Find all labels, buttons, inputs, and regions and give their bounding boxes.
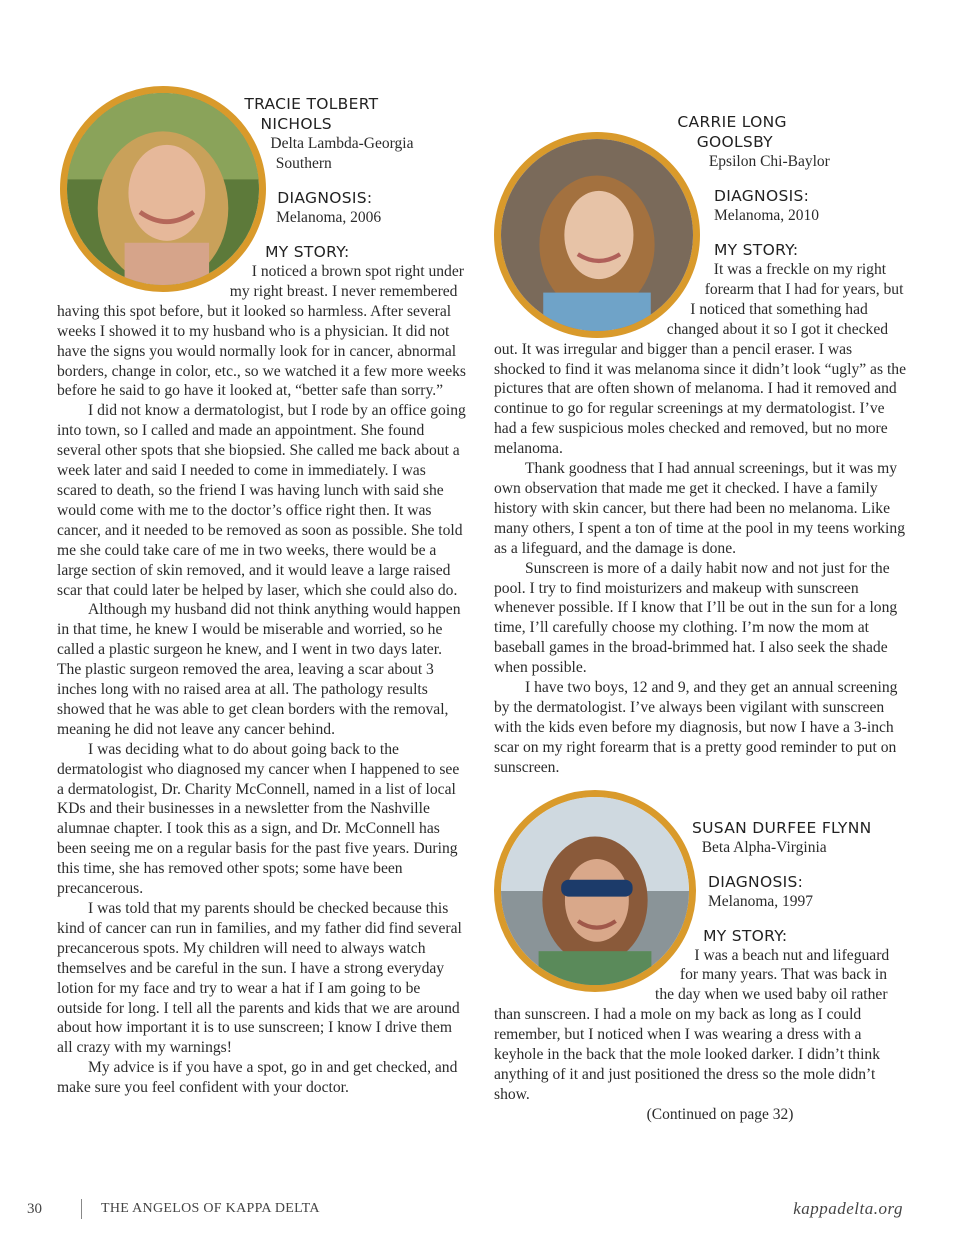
diagnosis-heading: DIAGNOSIS: [708,872,804,891]
story-paragraph: I was deciding what to do about going back to the dermatologist who diagnosed my cancer when I happened to see a dermatologist, Dr. Charity McConnell, named in a list of local KDs and their businesses in a newsletter from the Nashville alumnae chapter. I took this as a sign, and Dr. McConnell has been seeing me on a regular basis for the past five years. During this time, she has removed other spots; some have been precancerous. [57,740,460,898]
person-name-cont: NICHOLS [260,115,332,133]
website-link[interactable]: kappadelta.org [793,1199,903,1218]
profile-carrie [494,100,906,778]
story-paragraph: Although my husband did not think anything would happen in that time, he knew I would be miserable and worried, so he called a plastic surgeon he knew, and I went in two days later. The plastic surgeon removed the area, leaving a scar about 3 inches long with no raised area at all. The pathology results showed that he was able to get clean borders with the removal, meaning he did not leave any cancer behind. [57,601,461,738]
right-column [494,100,906,1125]
diagnosis-value: Melanoma, 1997 [708,892,814,910]
diagnosis-value: Melanoma, 2006 [276,209,382,226]
story-heading: MY STORY: [703,926,788,945]
portrait-photo [494,132,700,338]
magazine-title: THE ANGELOS OF KAPPA DELTA [101,1201,320,1216]
chapter-name-cont: Southern [275,155,332,172]
story-paragraph: I was told that my parents should be checked because this kind of cancer can run in families, and my father did find several precancerous spots. My children will need to always watch themselves and be careful in the sun. I have a strong everyday lotion for my face and try to wear a hat if I am going to be outside for long. I tell all the parents and kids that we are around about how important it is to use sunscreen; I know I drive them all crazy with my warnings! [57,900,462,1057]
diagnosis-heading: DIAGNOSIS: [714,187,810,205]
story-paragraph: I noticed a brown spot right under my right breast. I never remembered having this spot before, but it looked so harmless. After several weeks I showed it to my husband who is a physician. It did not have the signs you would normally look for in cancer, abnormal borders, change in color, etc., so we watched it a few more weeks before he said to go have it looked at, “better safe than sorry.” [57,263,466,400]
profile-susan [494,790,906,1125]
profile-tracie [57,86,467,1098]
diagnosis-heading: DIAGNOSIS: [277,189,373,207]
page-footer [27,1199,903,1223]
story-paragraph: I was a beach nut and lifeguard for many years. That was back in the day when we used baby oil rather than sunscreen. I had a mole on my back as long as I could remember, but I noticed when I was wearing a dress with a keyhole in the back that the mole looked darker. I didn’t think anything of it and just positioned the dress so the mole didn’t show. [494,946,890,1103]
chapter-name: Epsilon Chi-Baylor [708,153,830,170]
story-paragraph: I did not know a dermatologist, but I rode by an office going into town, so I called and made an appointment. She found several other spots that she biopsied. She called me back about a week later and said I needed to come in immediately. I was scared to death, so the friend I was having lunch with said she would come with me to the doctor’s office right then. It was cancer, and it needed to be removed as soon as possible. She told me she could take care of me in two weeks, there would be a large section of skin removed, and it would leave a large raised scar that could later be helped by laser, which she could also do. [57,402,466,599]
continued-note: (Continued on page 32) [646,1105,794,1123]
story-paragraph: Sunscreen is more of a daily habit now and not just for the pool. I try to find moisturizers and makeup with sunscreen whenever possible. If I know that I’ll be out in the sun for a long time, I’ll carefully choose my clothing. I’m now the mom at baseball games in the broad-brimmed hat. I also seek the shade when possible. [494,559,898,677]
person-name: CARRIE LONG [677,113,787,131]
story-paragraph: I have two boys, 12 and 9, and they get an annual screening by the dermatologist. I’ve always been vigilant with sunscreen with the kids even before my diagnosis, but now I have a 3-inch scar on my right forearm that is a pretty good reminder to put on sunscreen. [494,679,898,776]
person-name-cont: GOOLSBY [696,133,773,151]
person-name: TRACIE TOLBERT [244,95,379,113]
footer-divider [81,1199,82,1219]
story-heading: MY STORY: [265,243,350,261]
story-paragraph: My advice is if you have a spot, go in and get checked, and make sure you feel confident with your doctor. [57,1059,458,1097]
chapter-name: Delta Lambda-Georgia [270,135,414,152]
story-heading: MY STORY: [714,241,799,259]
portrait-photo [494,790,696,992]
diagnosis-value: Melanoma, 2010 [714,207,820,224]
story-paragraph: It was a freckle on my right forearm that I had for years, but I noticed that something had changed about it so I got it checked out. It was irregular and bigger than a pencil eraser. I was shocked to find it was melanoma since it didn’t look “ugly” as the pictures that are often shown of melanoma. I had it removed and continue to go for regular screenings at my dermatologist. I’ve had a few suspicious moles checked and removed, but no more melanoma. [494,261,906,458]
story-paragraph: Thank goodness that I had annual screenings, but it was my own observation that made me get it checked. I have a family history with skin cancer, but there had been no melanoma. Like many others, I spent a ton of time at the pool in my teens working as a lifeguard, and the damage is done. [494,460,905,557]
chapter-name: Beta Alpha-Virginia [701,838,827,856]
person-name: SUSAN DURFEE FLYNN [692,818,872,837]
portrait-photo [60,86,266,292]
story [57,242,467,1098]
page-number: 30 [27,1201,42,1217]
